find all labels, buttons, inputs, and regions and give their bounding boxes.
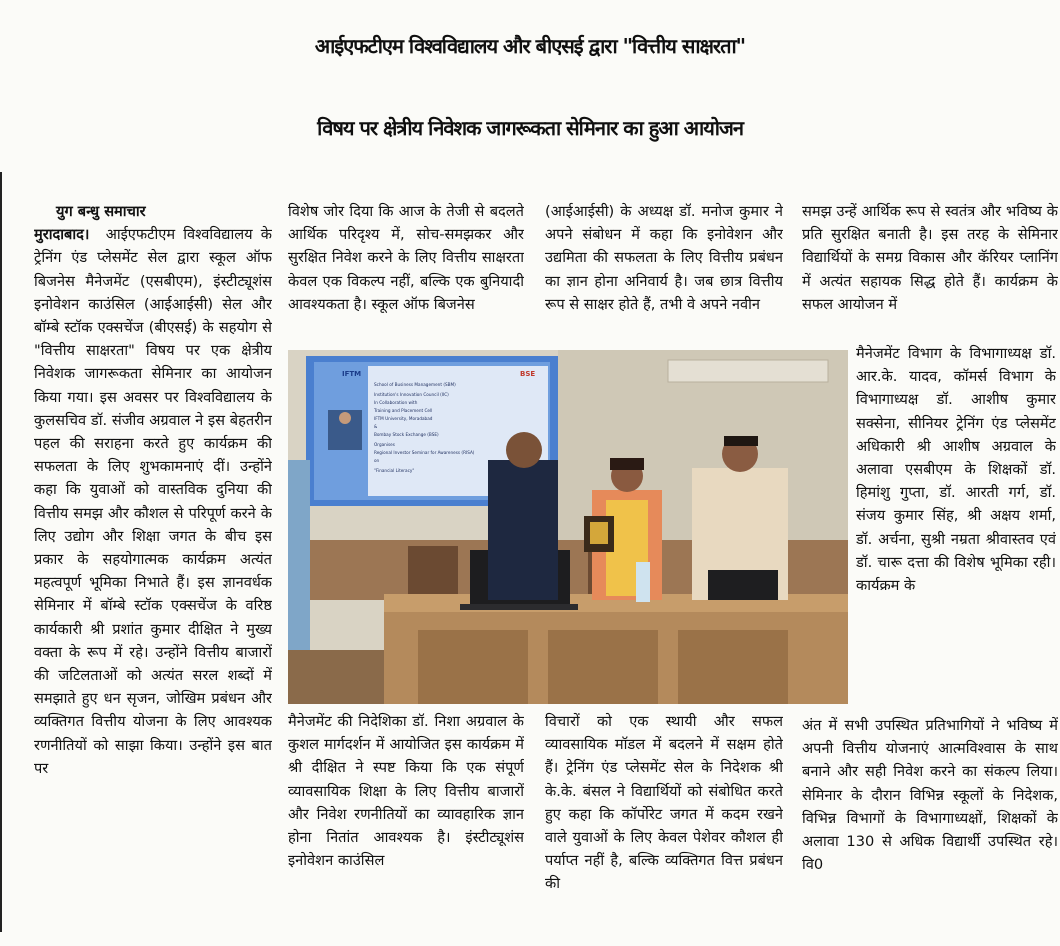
event-photo <box>288 350 848 704</box>
article-column-2-bottom <box>288 710 524 942</box>
dateline: मुरादाबाद। <box>34 226 90 244</box>
article-column-3-bottom <box>545 710 783 942</box>
article-column-2-top <box>288 200 524 342</box>
screen-line-10: "Financial Literacy" <box>374 468 415 473</box>
screen-logo-iftm: IFTM <box>342 370 362 378</box>
column-4-top-text: समझ उन्हें आर्थिक रूप से स्वतंत्र और भविष्य के प्रति सुरक्षित बनाती है। इस तरह के सेमिनार विद्यार्थियों के समग्र विकास और कॅरियर प्लानिंग में अत्यंत सहायक सिद्ध होते हैं। कार्यक्रम के सफल आयोजन में <box>802 203 1058 313</box>
column-4-right-text: मैनेजमेंट विभाग के विभागाध्यक्ष डॉ. आर.के. यादव, कॉमर्स विभाग के विभागाध्यक्ष डॉ. आशीष कुमार सक्सेना, सीनियर ट्रेनिंग एंड प्लेसमेंट अधिकारी श्री आशीष अग्रवाल के अलावा एसबीएम के शिक्षकों डॉ. हिमांशु गुप्ता, डॉ. आरती गर्ग, डॉ. संजय कुमार सिंह, श्री अक्षय शर्मा, डॉ. अर्चना, सुश्री नम्रता श्रीवास्तव एवं डॉ. चारू दत्ता की विशेष भूमिका रही। कार्यक्रम के <box>856 345 1056 595</box>
screen-line-7: Organises <box>374 442 395 447</box>
screen-line-3: Training and Placement Cell <box>374 408 433 413</box>
column-2-top-text: विशेष जोर दिया कि आज के तेजी से बदलते आर्थिक परिदृश्य में, सोच-समझकर और सुरक्षित निवेश करने के लिए वित्तीय साक्षरता केवल एक विकल्प नहीं, बल्कि एक बुनियादी आवश्यकता है। स्कूल ऑफ बिजनेस <box>288 203 524 313</box>
headline-line-1: आईएफटीएम विश्वविद्यालय और बीएसई द्वारा "वित्तीय साक्षरता" <box>314 34 746 58</box>
screen-logo-bse: BSE <box>520 370 536 378</box>
column-3-top-text: (आईआईसी) के अध्यक्ष डॉ. मनोज कुमार ने अपने संबोधन में कहा कि इनोवेशन और उद्यमिता की सफलता के लिए वित्तीय प्रबंधन का ज्ञान होना अनिवार्य है। जब छात्र वित्तीय रूप से साक्षर होते हैं, तभी वे अपने नवीन <box>545 203 783 313</box>
screen-line-4: IFTM University, Moradabad <box>374 416 433 421</box>
column-2-bottom-text: मैनेजमेंट की निदेशिका डॉ. निशा अग्रवाल के कुशल मार्गदर्शन में आयोजित इस कार्यक्रम में श्री दीक्षित ने स्पष्ट किया कि एक संपूर्ण व्यावसायिक शिक्षा के लिए वित्तीय बाजारों और निवेश रणनीतियों का व्यावहारिक ज्ञान होना नितांत आवश्यक है। इंस्टीट्यूशंस इनोवेशन काउंसिल <box>288 713 524 870</box>
article-column-3-top <box>545 200 783 342</box>
article-column-4-bottom <box>802 714 1058 942</box>
article-column-4-top <box>802 200 1058 342</box>
byline: युग बन्धु समाचार <box>56 203 146 220</box>
column-3-bottom-text: विचारों को एक स्थायी और सफल व्यावसायिक मॉडल में बदलने में सक्षम होते हैं। ट्रेनिंग एंड प्लेसमेंट सेल के निदेशक श्री के.के. बंसल ने विद्यार्थियों को संबोधित करते हुए कहा कि कॉर्पोरेट जगत में कदम रखने वाले युवाओं के लिए केवल पेशेवर कौशल ही पर्याप्त नहीं है, बल्कि व्यक्तिगत वित्त प्रबंधन की <box>545 713 783 893</box>
column-rule <box>0 172 2 932</box>
screen-line-9: on <box>374 458 380 463</box>
column-4-bottom-text: अंत में सभी उपस्थित प्रतिभागियों ने भविष्य में अपनी वित्तीय योजनाएं आत्मविश्वास के साथ बनाने और सही निवेश करने का संकल्प लिया। सेमिनार के दौरान विभिन्न स्कूलों के निदेशक, विभिन्न विभागों के विभागाध्यक्षों, शिक्षकों के अलावा 130 से अधिक विद्यार्थी उपस्थित रहे। वि0 <box>802 717 1058 874</box>
screen-line-6: Bombay Stock Exchange (BSE) <box>374 432 439 437</box>
screen-line-0: School of Business Management (SBM) <box>374 382 456 387</box>
article-column-4-right <box>856 342 1056 714</box>
screen-line-5: & <box>374 424 378 429</box>
headline-line-2: विषय पर क्षेत्रीय निवेशक जागरूकता सेमिनार का हुआ आयोजन <box>317 116 743 140</box>
screen-line-2: In Collaboration with <box>374 400 418 405</box>
screen-line-8: Regional Investor Seminar for Awareness (RISA) <box>374 450 475 455</box>
article-column-1 <box>34 200 272 940</box>
column-1-text: आईएफटीएम विश्वविद्यालय के ट्रेनिंग एंड प्लेसमेंट सेल द्वारा स्कूल ऑफ बिजनेस मैनेजमेंट (एसबीएम), इंस्टीट्यूशंस इनोवेशन काउंसिल (आईआईसी) सेल और बॉम्बे स्टॉक एक्सचेंज (बीएसई) के सहयोग से "वित्तीय साक्षरता" विषय पर एक क्षेत्रीय निवेशक जागरूकता सेमिनार का आयोजन किया गया। इस अवसर पर विश्वविद्यालय के कुलसचिव डॉ. संजीव अग्रवाल ने इस बेहतरीन पहल की सराहना करते हुए कार्यक्रम की सफलता के लिए शुभकामनाएं दीं। उन्होंने कहा कि युवाओं को वास्तविक दुनिया की वित्तीय समझ और कौशल से परिपूर्ण करने के लिए उद्योग और शिक्षा जगत के बीच इस प्रकार के सहयोगात्मक कार्यक्रम अत्यंत महत्वपूर्ण भूमिका निभाते हैं। इस ज्ञानवर्धक सेमिनार में बॉम्बे स्टॉक एक्सचेंज के वरिष्ठ कार्यकारी श्री प्रशांत कुमार दीक्षित ने मुख्य वक्ता के रूप में रहे। उन्होंने वित्तीय बाजारों की जटिलताओं को अत्यंत सरल शब्दों में समझाते हुए धन सृजन, जोखिम प्रबंधन और व्यक्तिगत वित्तीय योजना के लिए आवश्यक रणनीतियों को साझा किया। उन्होंने इस बात पर <box>34 226 272 777</box>
screen-line-1: Institution's Innovation Council (IIC) <box>374 392 449 397</box>
